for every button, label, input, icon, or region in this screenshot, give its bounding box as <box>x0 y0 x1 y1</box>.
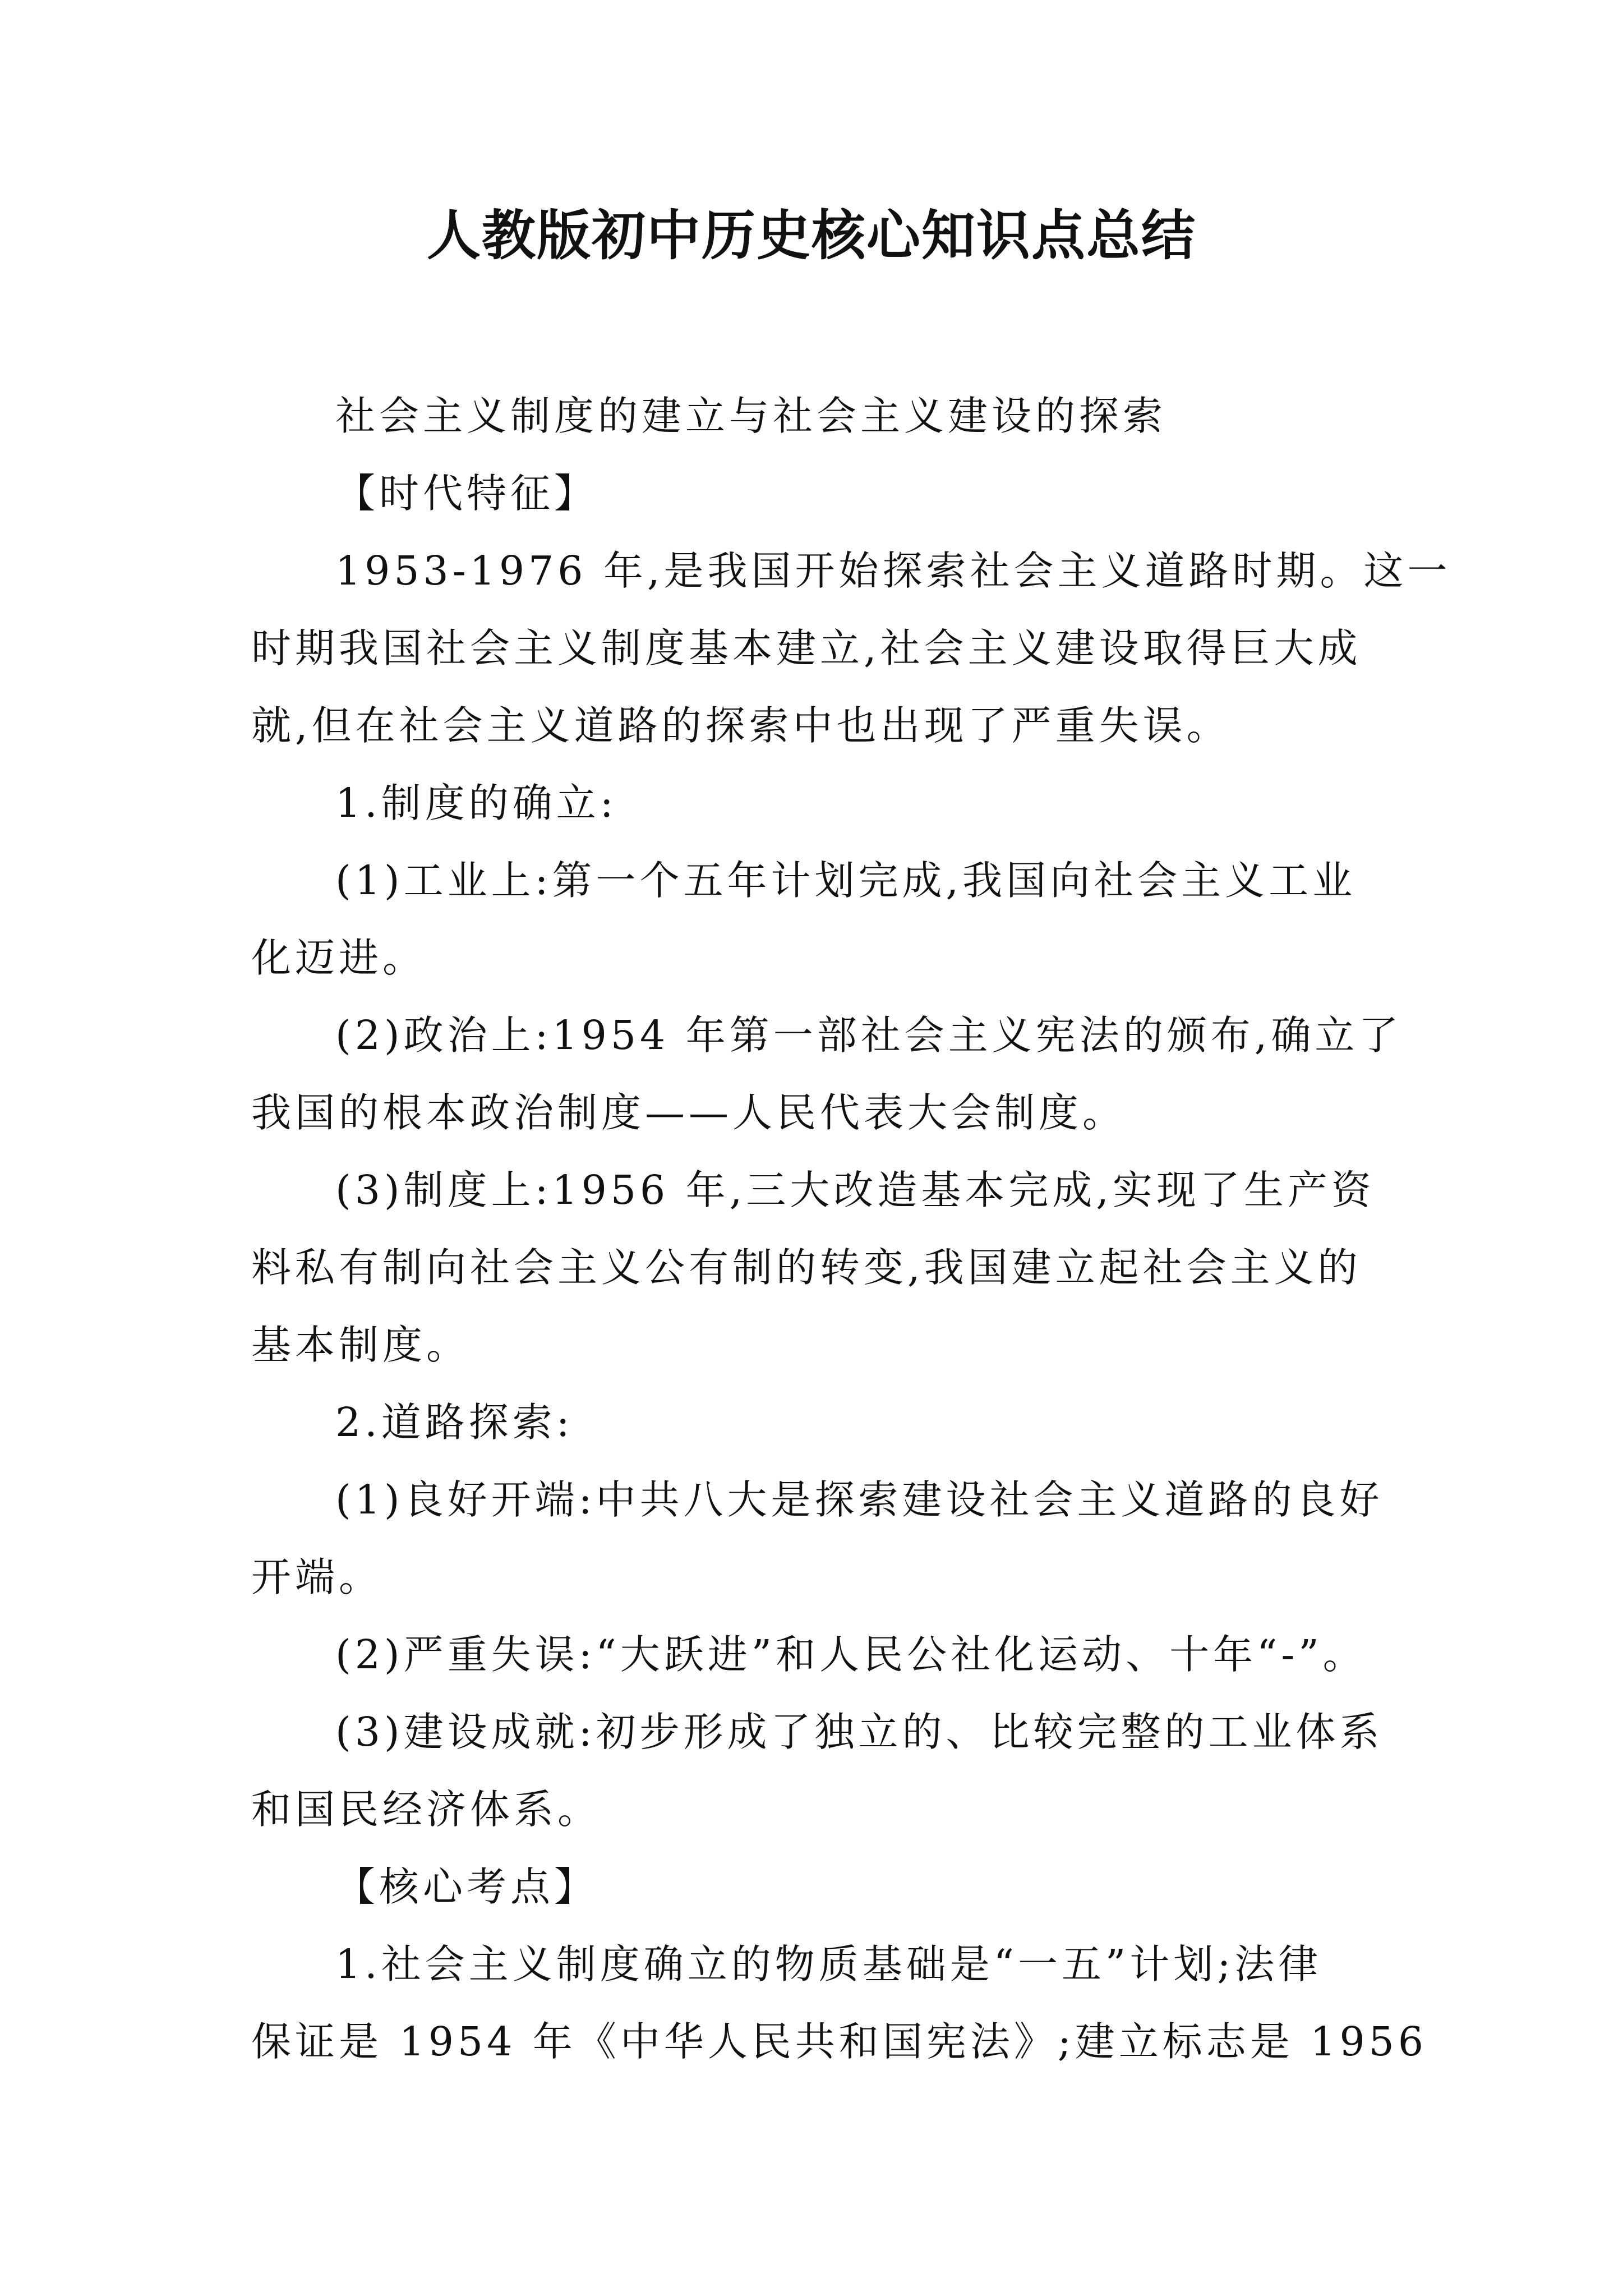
list-item-line: 我国的根本政治制度——人民代表大会制度。 <box>251 1089 1127 1136</box>
list-item-line: 和国民经济体系。 <box>251 1786 602 1833</box>
list-item-line: (1)良好开端:中共八大是探索建设社会主义道路的良好 <box>335 1476 1384 1523</box>
list-item-line: (1)工业上:第一个五年计划完成,我国向社会主义工业 <box>335 857 1357 904</box>
list-item-line: (3)建设成就:初步形成了独立的、比较完整的工业体系 <box>335 1709 1384 1755</box>
list-heading-system: 1.制度的确立: <box>335 780 617 826</box>
document-title: 人教版初中历史核心知识点总结 <box>427 204 1196 267</box>
subheading-era-features: 【时代特征】 <box>335 470 598 517</box>
paragraph-line: 时期我国社会主义制度基本建立,社会主义建设取得巨大成 <box>251 625 1362 671</box>
paragraph-line: 1.社会主义制度确立的物质基础是“一五”计划;法律 <box>335 1941 1322 1987</box>
list-item-line: (2)政治上:1954 年第一部社会主义宪法的颁布,确立了 <box>335 1012 1403 1059</box>
list-item-line: (2)严重失误:“大跃进”和人民公社化运动、十年“-”。 <box>335 1631 1367 1678</box>
paragraph-line: 1953-1976 年,是我国开始探索社会主义道路时期。这一 <box>335 547 1451 594</box>
list-item-line: 料私有制向社会主义公有制的转变,我国建立起社会主义的 <box>251 1244 1362 1291</box>
section-heading: 社会主义制度的建立与社会主义建设的探索 <box>335 393 1167 439</box>
list-item-line: 化迈进。 <box>251 935 427 981</box>
list-item-line: (3)制度上:1956 年,三大改造基本完成,实现了生产资 <box>335 1167 1375 1213</box>
list-heading-exploration: 2.道路探索: <box>335 1399 574 1446</box>
paragraph-line: 保证是 1954 年《中华人民共和国宪法》;建立标志是 1956 <box>251 2018 1428 2065</box>
paragraph-line: 就,但在社会主义道路的探索中也出现了严重失误。 <box>251 702 1230 749</box>
list-item-line: 开端。 <box>251 1554 383 1600</box>
subheading-core-points: 【核心考点】 <box>335 1864 598 1910</box>
list-item-line: 基本制度。 <box>251 1322 471 1368</box>
document-body <box>251 378 1451 2081</box>
